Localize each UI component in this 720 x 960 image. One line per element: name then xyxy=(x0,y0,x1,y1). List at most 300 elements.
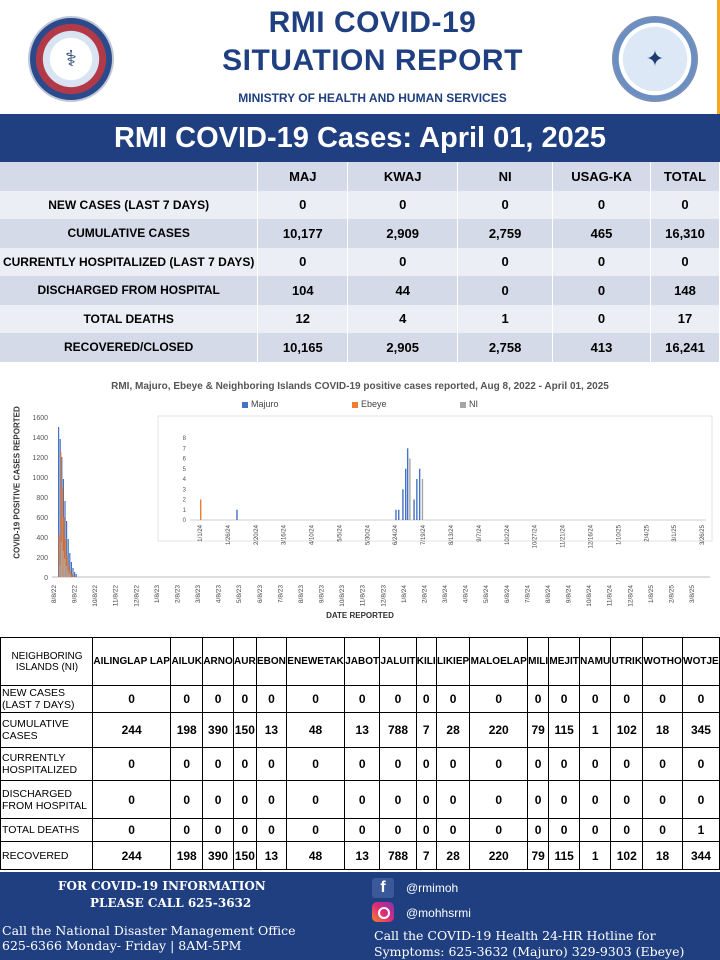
ni-cell: 0 xyxy=(203,686,234,713)
x-tick-label: 2/8/24 xyxy=(421,585,429,604)
ministry-name: MINISTRY OF HEALTH AND HUMAN SERVICES xyxy=(238,91,507,105)
inset-x-tick-label: 10/27/24 xyxy=(532,525,539,549)
ni-column-header: MEJIT xyxy=(549,638,580,686)
x-tick-label: 10/8/24 xyxy=(586,585,594,607)
x-tick-label: 11/8/23 xyxy=(359,585,367,607)
ni-cell: 0 xyxy=(549,748,580,781)
x-tick-label: 10/8/23 xyxy=(339,585,347,607)
inset-bar xyxy=(409,459,410,521)
ni-cell: 0 xyxy=(345,748,380,781)
chart-x-axis-label: DATE REPORTED xyxy=(326,611,394,620)
main-bar xyxy=(76,574,77,577)
ni-cell: 0 xyxy=(436,781,470,819)
x-tick-label: 11/8/22 xyxy=(112,585,120,607)
x-tick-label: 3/8/24 xyxy=(442,585,450,604)
ni-cell: 0 xyxy=(380,819,416,842)
ni-cell: 13 xyxy=(345,713,380,748)
ni-cell: 0 xyxy=(416,686,436,713)
ni-cell: 0 xyxy=(93,748,171,781)
legend-swatch-icon xyxy=(242,402,248,408)
main-bar xyxy=(69,574,70,577)
ni-cell: 0 xyxy=(643,819,683,842)
ni-row xyxy=(1,713,720,748)
cases-cell: 148 xyxy=(650,276,719,305)
x-tick-label: 4/8/23 xyxy=(215,585,223,604)
ni-cell: 1 xyxy=(682,819,719,842)
cases-column-header xyxy=(0,162,258,191)
inset-bar xyxy=(395,510,396,520)
y-tick-label: 200 xyxy=(36,555,48,562)
ni-cell: 0 xyxy=(682,686,719,713)
inset-y-tick-label: 3 xyxy=(182,487,186,494)
x-tick-label: 12/8/24 xyxy=(627,585,635,607)
chart-y-axis-label: COVID-19 POSITIVE CASES REPORTED xyxy=(12,406,22,559)
ni-cell: 102 xyxy=(611,842,643,870)
ni-cell: 0 xyxy=(416,781,436,819)
ni-row xyxy=(1,781,720,819)
y-tick-label: 800 xyxy=(36,495,48,502)
inset-x-tick-label: 10/2/24 xyxy=(504,525,511,546)
ni-cell: 0 xyxy=(256,686,286,713)
y-tick-label: 1600 xyxy=(32,415,48,422)
ni-cell: 0 xyxy=(93,819,171,842)
ni-cell: 48 xyxy=(287,713,345,748)
ni-row-label: TOTAL DEATHS xyxy=(1,819,93,842)
cases-row-label: TOTAL DEATHS xyxy=(0,305,258,334)
ni-cell: 0 xyxy=(549,781,580,819)
cases-column-header: KWAJ xyxy=(348,162,458,191)
ni-cell: 0 xyxy=(233,686,256,713)
info-heading: FOR COVID-19 INFORMATION xyxy=(58,879,266,893)
x-tick-label: 4/8/24 xyxy=(462,585,470,604)
inset-x-tick-label: 11/21/24 xyxy=(560,525,567,548)
inset-bar xyxy=(398,510,399,520)
cases-cell: 413 xyxy=(553,333,651,362)
legend-majuro: Majuro xyxy=(242,399,279,409)
ni-cell: 1 xyxy=(580,842,611,870)
inset-y-tick-label: 6 xyxy=(182,456,186,463)
inset-frame xyxy=(158,416,712,541)
ni-column-header: JALUIT xyxy=(380,638,416,686)
ni-row-label: CUMULATIVE CASES xyxy=(1,713,93,748)
ni-cell: 0 xyxy=(233,781,256,819)
ni-cell: 0 xyxy=(611,819,643,842)
ni-cell: 7 xyxy=(416,713,436,748)
cases-cell: 465 xyxy=(553,219,651,248)
inset-bar xyxy=(419,469,420,520)
ni-column-header: WOTJE xyxy=(682,638,719,686)
ni-column-header: NEIGHBORING ISLANDS (NI) xyxy=(1,638,93,686)
ni-cell: 0 xyxy=(580,819,611,842)
cases-cell: 2,909 xyxy=(348,219,458,248)
x-tick-label: 1/8/25 xyxy=(647,585,655,604)
ni-cell: 0 xyxy=(345,781,380,819)
cases-row xyxy=(0,191,720,220)
ni-column-header: ENEWETAK xyxy=(287,638,345,686)
main-bar xyxy=(59,565,60,577)
cases-cell: 4 xyxy=(348,305,458,334)
report-title-line1: RMI COVID-19 xyxy=(268,6,477,39)
ni-cell: 0 xyxy=(549,686,580,713)
cases-cell: 16,310 xyxy=(650,219,719,248)
x-tick-label: 9/8/23 xyxy=(318,585,326,604)
ni-cell: 244 xyxy=(93,713,171,748)
x-tick-label: 8/8/23 xyxy=(297,585,305,604)
x-tick-label: 6/8/23 xyxy=(256,585,264,604)
inset-x-tick-label: 12/16/24 xyxy=(588,525,595,549)
ni-cell: 0 xyxy=(416,748,436,781)
inset-bar xyxy=(407,448,408,520)
legend-ni: NI xyxy=(460,399,478,409)
ni-cell: 48 xyxy=(287,842,345,870)
y-tick-label: 1200 xyxy=(32,455,48,462)
cases-row-label: DISCHARGED FROM HOSPITAL xyxy=(0,276,258,305)
ni-cell: 0 xyxy=(470,686,528,713)
legend-swatch-icon xyxy=(352,402,358,408)
inset-x-tick-label: 2/4/25 xyxy=(644,525,651,542)
cases-cell: 0 xyxy=(258,248,348,277)
legend-swatch-icon xyxy=(460,402,466,408)
cases-cell: 16,241 xyxy=(650,333,719,362)
ni-cell: 18 xyxy=(643,713,683,748)
inset-x-tick-label: 4/10/24 xyxy=(309,525,316,546)
ni-column-header: KILI xyxy=(416,638,436,686)
ni-cell: 13 xyxy=(345,842,380,870)
info-phone: PLEASE CALL 625-3632 xyxy=(90,896,252,910)
cases-row xyxy=(0,333,720,362)
x-tick-label: 7/8/23 xyxy=(277,585,285,604)
ni-cell: 115 xyxy=(549,713,580,748)
inset-bar xyxy=(405,469,406,520)
ni-cell: 788 xyxy=(380,842,416,870)
ni-cell: 0 xyxy=(380,686,416,713)
ni-cell: 0 xyxy=(643,748,683,781)
ni-cell: 0 xyxy=(436,819,470,842)
ni-cell: 0 xyxy=(171,686,203,713)
ni-column-header: EBON xyxy=(256,638,286,686)
ni-column-header: WOTHO xyxy=(643,638,683,686)
ni-column-header: AILINGLAP LAP xyxy=(93,638,171,686)
inset-bar xyxy=(416,479,417,520)
cases-cell: 0 xyxy=(553,305,651,334)
ni-cell: 0 xyxy=(345,686,380,713)
ni-cell: 0 xyxy=(643,781,683,819)
ni-cell: 18 xyxy=(643,842,683,870)
ni-column-header: LIKIEP xyxy=(436,638,470,686)
ni-cell: 79 xyxy=(528,713,549,748)
inset-bar xyxy=(413,500,414,521)
ni-cell: 0 xyxy=(470,748,528,781)
ni-cell: 0 xyxy=(528,686,549,713)
cases-row-label: CURRENTLY HOSPITALIZED (LAST 7 DAYS) xyxy=(0,248,258,277)
ni-cell: 0 xyxy=(203,781,234,819)
ni-row xyxy=(1,686,720,713)
cases-cell: 0 xyxy=(650,248,719,277)
ni-cell: 0 xyxy=(611,781,643,819)
cases-column-header: TOTAL xyxy=(650,162,719,191)
ni-cell: 198 xyxy=(171,713,203,748)
cases-row-label: NEW CASES (LAST 7 DAYS) xyxy=(0,191,258,220)
inset-x-tick-label: 1/26/24 xyxy=(225,525,232,546)
ni-cell: 0 xyxy=(171,781,203,819)
ni-cell: 0 xyxy=(528,748,549,781)
inset-y-tick-label: 1 xyxy=(182,507,186,514)
cases-cell: 17 xyxy=(650,305,719,334)
inset-x-tick-label: 8/13/24 xyxy=(449,525,456,546)
cases-cell: 2,758 xyxy=(458,333,553,362)
ni-cell: 344 xyxy=(682,842,719,870)
x-tick-label: 9/8/24 xyxy=(565,585,573,604)
report-header xyxy=(0,0,720,114)
ni-cell: 0 xyxy=(380,748,416,781)
cases-row xyxy=(0,305,720,334)
cases-cell: 2,905 xyxy=(348,333,458,362)
ni-cell: 0 xyxy=(611,686,643,713)
cases-cell: 0 xyxy=(258,191,348,220)
ni-cell: 0 xyxy=(171,819,203,842)
x-tick-label: 2/8/25 xyxy=(668,585,676,604)
x-tick-label: 5/8/24 xyxy=(483,585,491,604)
ni-cell: 345 xyxy=(682,713,719,748)
ni-cell: 150 xyxy=(233,842,256,870)
x-tick-label: 7/8/24 xyxy=(524,585,532,604)
ni-cell: 0 xyxy=(256,781,286,819)
cases-chart-svg xyxy=(0,372,720,630)
x-tick-label: 12/8/22 xyxy=(133,585,141,607)
inset-x-tick-label: 9/7/24 xyxy=(476,525,483,542)
ni-cell: 220 xyxy=(470,713,528,748)
ni-cell: 0 xyxy=(470,781,528,819)
x-tick-label: 1/8/23 xyxy=(153,585,161,604)
y-tick-label: 1400 xyxy=(32,435,48,442)
cases-column-header: NI xyxy=(458,162,553,191)
ni-column-header: JABOT xyxy=(345,638,380,686)
cases-date-banner: RMI COVID-19 Cases: April 01, 2025 xyxy=(0,114,720,162)
facebook-icon: f xyxy=(372,878,394,898)
ndmo-text: Call the National Disaster Management Office xyxy=(2,923,296,938)
cases-row-label: CUMULATIVE CASES xyxy=(0,219,258,248)
y-tick-label: 1000 xyxy=(32,475,48,482)
x-tick-label: 12/8/23 xyxy=(380,585,388,607)
ni-cell: 0 xyxy=(203,748,234,781)
neighboring-islands-table xyxy=(0,637,720,870)
ni-cell: 102 xyxy=(611,713,643,748)
inset-x-tick-label: 1/10/25 xyxy=(616,525,623,546)
cases-cell: 0 xyxy=(348,191,458,220)
hotline-text: Call the COVID-19 Health 24-HR Hotline for xyxy=(374,928,656,943)
ni-cell: 0 xyxy=(345,819,380,842)
x-tick-label: 5/8/23 xyxy=(236,585,244,604)
main-bar xyxy=(73,576,74,578)
ni-cell: 0 xyxy=(580,686,611,713)
ni-column-header: AILUK xyxy=(171,638,203,686)
ni-cell: 220 xyxy=(470,842,528,870)
cases-cell: 44 xyxy=(348,276,458,305)
ni-cell: 0 xyxy=(93,781,171,819)
ni-cell: 0 xyxy=(528,781,549,819)
ni-cell: 150 xyxy=(233,713,256,748)
x-tick-label: 11/8/24 xyxy=(606,585,614,607)
ni-cell: 115 xyxy=(549,842,580,870)
ni-cell: 0 xyxy=(287,686,345,713)
facebook-handle[interactable]: @rmimoh xyxy=(406,881,459,895)
inset-bar xyxy=(236,510,237,520)
cases-cell: 104 xyxy=(258,276,348,305)
main-bar xyxy=(67,571,68,577)
x-tick-label: 6/8/24 xyxy=(503,585,511,604)
ni-cell: 0 xyxy=(436,748,470,781)
cases-column-header: MAJ xyxy=(258,162,348,191)
cases-column-header: USAG-KA xyxy=(553,162,651,191)
inset-x-tick-label: 3/1/25 xyxy=(672,525,679,542)
cases-cell: 2,759 xyxy=(458,219,553,248)
cases-cell: 0 xyxy=(553,191,651,220)
ni-cell: 0 xyxy=(287,781,345,819)
inset-y-tick-label: 0 xyxy=(182,518,186,524)
ni-column-header: AUR xyxy=(233,638,256,686)
ni-cell: 0 xyxy=(416,819,436,842)
cases-cell: 0 xyxy=(650,191,719,220)
cases-cell: 0 xyxy=(458,191,553,220)
ni-cell: 0 xyxy=(287,819,345,842)
inset-x-tick-label: 7/19/24 xyxy=(421,525,428,546)
legend-ebeye: Ebeye xyxy=(352,399,387,409)
main-bar xyxy=(61,542,62,577)
cases-row xyxy=(0,219,720,248)
inset-y-tick-label: 2 xyxy=(182,497,186,504)
main-bar xyxy=(62,551,63,577)
ni-cell: 0 xyxy=(171,748,203,781)
ni-column-header: NAMU xyxy=(580,638,611,686)
x-tick-label: 3/8/25 xyxy=(689,585,696,604)
instagram-icon xyxy=(372,902,394,922)
x-tick-label: 10/8/22 xyxy=(92,585,100,607)
y-tick-label: 0 xyxy=(44,575,48,582)
ni-cell: 0 xyxy=(287,748,345,781)
ndmo-hours: 625-6366 Monday- Friday | 8AM-5PM xyxy=(2,938,242,953)
ni-cell: 0 xyxy=(233,748,256,781)
y-tick-label: 400 xyxy=(36,535,48,542)
ni-header-row xyxy=(1,638,720,686)
ni-cell: 0 xyxy=(611,748,643,781)
ni-cell: 0 xyxy=(682,781,719,819)
ni-cell: 28 xyxy=(436,842,470,870)
ni-cell: 390 xyxy=(203,842,234,870)
ni-row-label: DISCHARGED FROM HOSPITAL xyxy=(1,781,93,819)
inset-x-tick-label: 6/24/24 xyxy=(393,525,400,546)
ni-row xyxy=(1,819,720,842)
main-bar xyxy=(64,559,65,577)
ministry-seal-icon: ⚕ xyxy=(28,16,114,102)
ni-cell: 28 xyxy=(436,713,470,748)
ni-cell: 198 xyxy=(171,842,203,870)
cases-cell: 0 xyxy=(458,276,553,305)
ni-cell: 0 xyxy=(256,748,286,781)
inset-x-tick-label: 1/1/24 xyxy=(198,525,204,542)
instagram-handle[interactable]: @mohhsrmi xyxy=(406,906,471,920)
ni-cell: 79 xyxy=(528,842,549,870)
cases-cell: 12 xyxy=(258,305,348,334)
ni-cell: 0 xyxy=(549,819,580,842)
cases-cell: 0 xyxy=(348,248,458,277)
ni-row xyxy=(1,842,720,870)
inset-x-tick-label: 3/16/24 xyxy=(281,525,288,546)
ni-cell: 390 xyxy=(203,713,234,748)
cases-cell: 10,177 xyxy=(258,219,348,248)
inset-y-tick-label: 5 xyxy=(182,466,186,473)
hotline-numbers: Symptoms: 625-3632 (Majuro) 329-9303 (Ebeye) xyxy=(374,944,685,959)
ni-cell: 0 xyxy=(203,819,234,842)
ni-cell: 788 xyxy=(380,713,416,748)
ni-cell: 1 xyxy=(580,713,611,748)
inset-y-tick-label: 4 xyxy=(182,477,186,483)
cases-row-label: RECOVERED/CLOSED xyxy=(0,333,258,362)
ni-cell: 0 xyxy=(580,781,611,819)
cases-header-row xyxy=(0,162,720,191)
ni-row-label: CURRENTLY HOSPITALIZED xyxy=(1,748,93,781)
main-bar xyxy=(66,566,67,577)
ni-column-header: MILI xyxy=(528,638,549,686)
cases-chart xyxy=(0,372,720,630)
inset-y-tick-label: 7 xyxy=(182,446,186,453)
cases-row xyxy=(0,248,720,277)
inset-x-tick-label: 5/5/24 xyxy=(337,525,344,542)
chart-title: RMI, Majuro, Ebeye & Neighboring Islands COVID-19 positive cases reported, Aug 8, 2022 - April 01, 2025 xyxy=(111,381,609,392)
cases-cell: 1 xyxy=(458,305,553,334)
inset-y-tick-label: 8 xyxy=(182,436,186,442)
ni-column-header: ARNO xyxy=(203,638,234,686)
ni-cell: 0 xyxy=(528,819,549,842)
ni-cell: 13 xyxy=(256,842,286,870)
inset-x-tick-label: 3/26/25 xyxy=(700,525,707,546)
cases-table xyxy=(0,162,720,362)
x-tick-label: 1/8/24 xyxy=(400,585,408,604)
ni-cell: 0 xyxy=(233,819,256,842)
ni-row xyxy=(1,748,720,781)
ni-cell: 13 xyxy=(256,713,286,748)
inset-bar xyxy=(402,489,403,520)
x-tick-label: 9/8/22 xyxy=(71,585,79,604)
x-tick-label: 8/8/24 xyxy=(544,585,552,604)
x-tick-label: 3/8/23 xyxy=(195,585,203,604)
national-seal-icon: ✦ xyxy=(612,16,698,102)
contact-footer xyxy=(0,872,720,960)
ni-row-label: NEW CASES (LAST 7 DAYS) xyxy=(1,686,93,713)
report-title-line2: SITUATION REPORT xyxy=(222,44,523,77)
x-tick-label: 8/8/22 xyxy=(51,585,58,604)
cases-cell: 0 xyxy=(553,276,651,305)
cases-cell: 0 xyxy=(553,248,651,277)
inset-bar xyxy=(422,479,423,520)
ni-cell: 0 xyxy=(580,748,611,781)
y-tick-label: 600 xyxy=(36,515,48,522)
cases-row xyxy=(0,276,720,305)
ni-cell: 7 xyxy=(416,842,436,870)
ni-column-header: MALOELAP xyxy=(470,638,528,686)
ni-cell: 0 xyxy=(256,819,286,842)
inset-x-tick-label: 2/20/24 xyxy=(253,525,260,546)
inset-bar xyxy=(200,500,201,521)
ni-cell: 0 xyxy=(380,781,416,819)
x-tick-label: 2/8/23 xyxy=(174,585,182,604)
main-bar xyxy=(71,574,72,577)
inset-x-tick-label: 5/30/24 xyxy=(365,525,372,546)
ni-cell: 0 xyxy=(93,686,171,713)
ni-column-header: UTRIK xyxy=(611,638,643,686)
ni-cell: 0 xyxy=(682,748,719,781)
ni-cell: 244 xyxy=(93,842,171,870)
ni-row-label: RECOVERED xyxy=(1,842,93,870)
